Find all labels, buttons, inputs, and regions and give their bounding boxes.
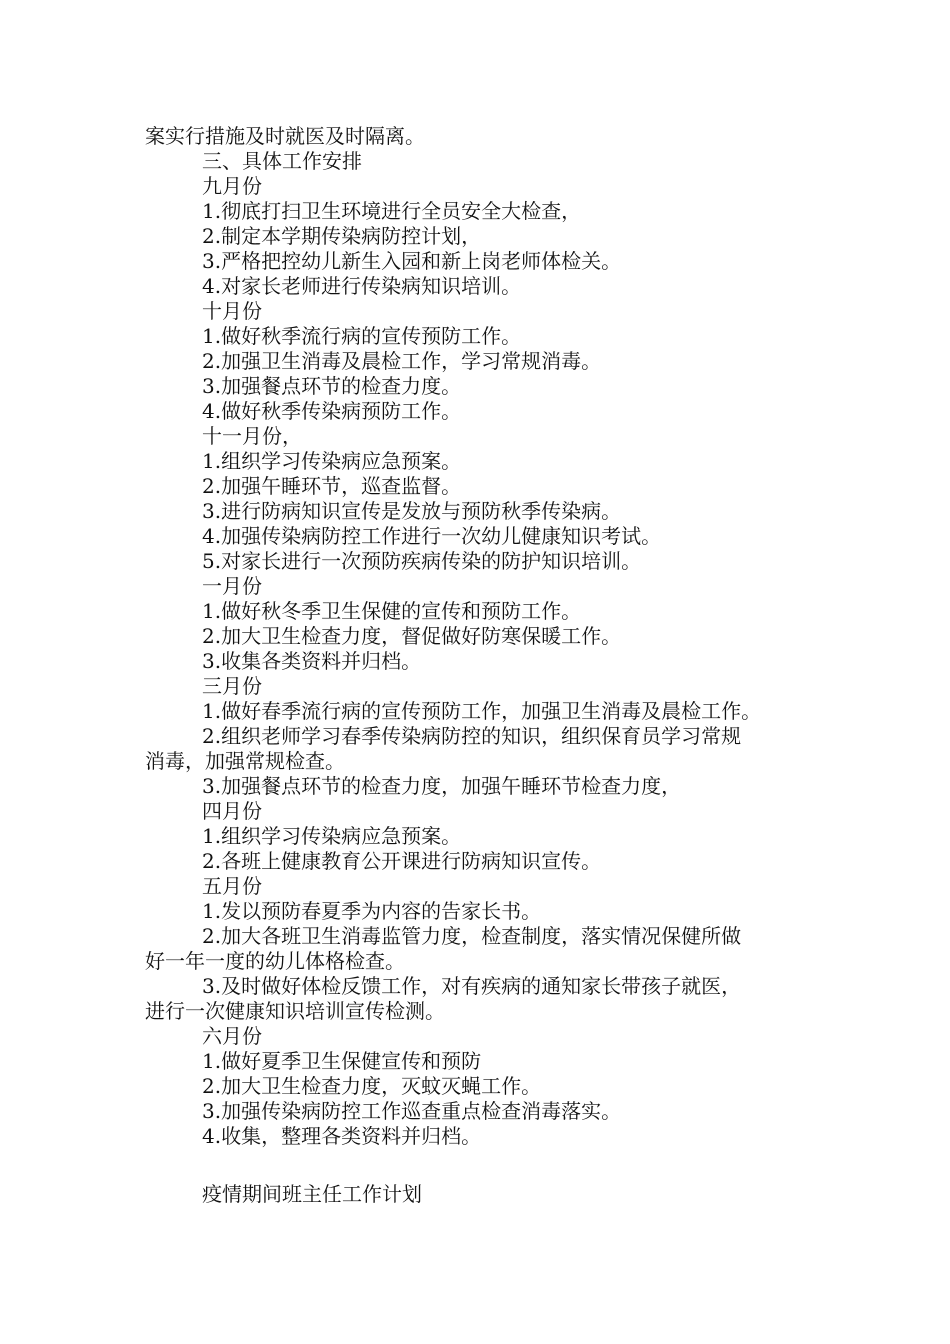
month-heading: 九月份 — [202, 174, 262, 198]
next-section-title: 疫情期间班主任工作计划 — [202, 1182, 422, 1206]
list-item: 2.加大卫生检查力度，灭蚊灭蝇工作。 — [202, 1074, 542, 1098]
list-item: 3.及时做好体检反馈工作，对有疾病的通知家长带孩子就医， — [202, 974, 742, 998]
month-heading: 十一月份， — [202, 424, 302, 448]
month-heading: 三月份 — [202, 674, 262, 698]
list-item: 5.对家长进行一次预防疾病传染的防护知识培训。 — [202, 549, 642, 573]
list-item: 2.加大各班卫生消毒监管力度，检查制度，落实情况保健所做 — [202, 924, 742, 948]
list-item: 4.加强传染病防控工作进行一次幼儿健康知识考试。 — [202, 524, 662, 548]
list-item: 2.各班上健康教育公开课进行防病知识宣传。 — [202, 849, 602, 873]
list-item: 2.组织老师学习春季传染病防控的知识，组织保育员学习常规 — [202, 724, 742, 748]
month-heading: 一月份 — [202, 574, 262, 598]
text-line: 案实行措施及时就医及时隔离。 — [145, 124, 425, 148]
month-heading: 五月份 — [202, 874, 262, 898]
month-heading: 十月份 — [202, 299, 262, 323]
list-item: 1.发以预防春夏季为内容的告家长书。 — [202, 899, 542, 923]
month-heading: 四月份 — [202, 799, 262, 823]
paragraph-gap — [145, 1149, 825, 1182]
month-heading: 六月份 — [202, 1024, 262, 1048]
list-item: 3.进行防病知识宣传是发放与预防秋季传染病。 — [202, 499, 622, 523]
list-item-continuation: 好一年一度的幼儿体格检查。 — [145, 949, 405, 973]
list-item: 1.做好秋季流行病的宣传预防工作。 — [202, 324, 522, 348]
document-body — [145, 124, 825, 1207]
list-item: 1.做好春季流行病的宣传预防工作，加强卫生消毒及晨检工作。 — [202, 699, 762, 723]
list-item: 2.加强卫生消毒及晨检工作，学习常规消毒。 — [202, 349, 602, 373]
list-item: 2.制定本学期传染病防控计划， — [202, 224, 482, 248]
list-item: 1.彻底打扫卫生环境进行全员安全大检查， — [202, 199, 582, 223]
list-item: 2.加大卫生检查力度，督促做好防寒保暖工作。 — [202, 624, 622, 648]
list-item: 4.收集，整理各类资料并归档。 — [202, 1124, 482, 1148]
list-item-continuation: 消毒，加强常规检查。 — [145, 749, 345, 773]
list-item: 1.做好秋冬季卫生保健的宣传和预防工作。 — [202, 599, 582, 623]
list-item: 1.组织学习传染病应急预案。 — [202, 824, 462, 848]
list-item: 3.加强餐点环节的检查力度，加强午睡环节检查力度， — [202, 774, 682, 798]
section-heading: 三、具体工作安排 — [202, 149, 362, 173]
list-item: 2.加强午睡环节，巡查监督。 — [202, 474, 462, 498]
list-item: 3.严格把控幼儿新生入园和新上岗老师体检关。 — [202, 249, 622, 273]
list-item: 1.做好夏季卫生保健宣传和预防 — [202, 1049, 482, 1073]
list-item: 3.加强传染病防控工作巡查重点检查消毒落实。 — [202, 1099, 622, 1123]
list-item: 3.加强餐点环节的检查力度。 — [202, 374, 462, 398]
list-item: 4.做好秋季传染病预防工作。 — [202, 399, 462, 423]
list-item-continuation: 进行一次健康知识培训宣传检测。 — [145, 999, 445, 1023]
list-item: 4.对家长老师进行传染病知识培训。 — [202, 274, 522, 298]
list-item: 3.收集各类资料并归档。 — [202, 649, 422, 673]
list-item: 1.组织学习传染病应急预案。 — [202, 449, 462, 473]
